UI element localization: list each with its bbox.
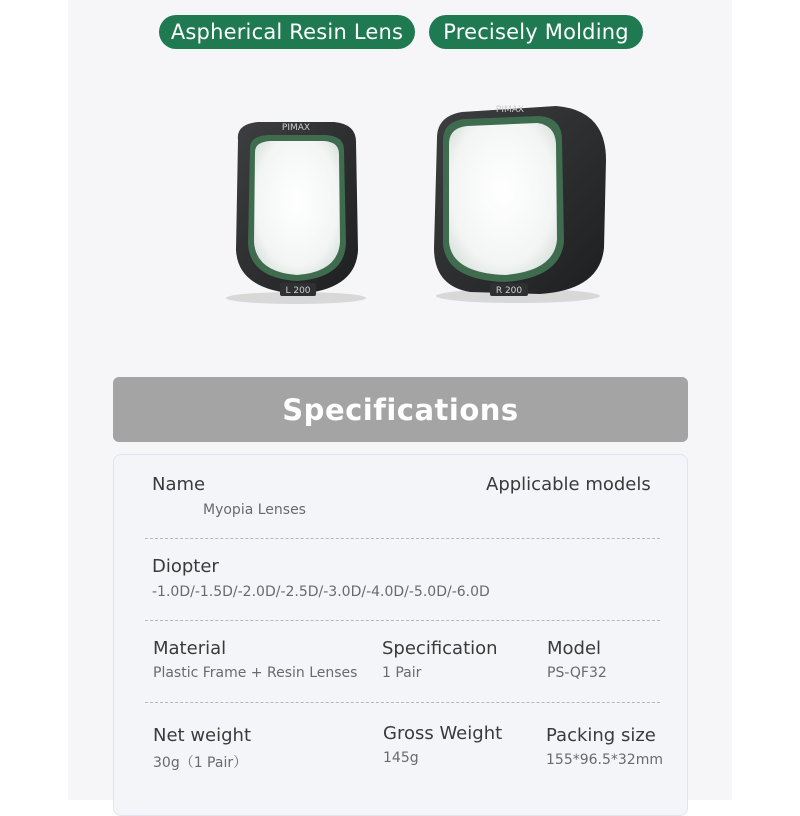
lens-product-image <box>0 80 800 320</box>
material-label: Material <box>153 638 227 659</box>
badge-aspherical-resin-lens: Aspherical Resin Lens <box>159 15 415 49</box>
gross-weight-value: 145g <box>383 750 419 766</box>
packing-size-label: Packing size <box>546 725 656 746</box>
specification-label: Specification <box>382 638 498 659</box>
divider-3 <box>145 702 660 703</box>
specifications-header: Specifications <box>113 377 688 442</box>
diopter-value: -1.0D/-1.5D/-2.0D/-2.5D/-3.0D/-4.0D/-5.0D/-6.0D <box>152 584 490 600</box>
gross-weight-label: Gross Weight <box>383 723 503 744</box>
right-lens-brand-mark: PIMAX <box>495 105 525 115</box>
net-weight-value: 30g（1 Pair） <box>153 755 248 771</box>
packing-size-value: 155*96.5*32mm <box>546 752 663 768</box>
left-lens-brand-mark: PIMAX <box>281 123 311 133</box>
model-label: Model <box>547 638 602 659</box>
diopter-label: Diopter <box>152 556 219 577</box>
divider-1 <box>145 538 660 539</box>
model-value: PS-QF32 <box>547 665 607 681</box>
divider-2 <box>145 620 660 621</box>
right-lens-marking: R 200 <box>495 286 523 296</box>
left-lens <box>226 122 366 304</box>
right-lens <box>434 105 606 303</box>
specification-value: 1 Pair <box>382 665 422 681</box>
left-lens-marking: L 200 <box>285 286 311 296</box>
applicable-models-label: Applicable models <box>486 474 651 495</box>
material-value: Plastic Frame + Resin Lenses <box>153 665 358 681</box>
name-label: Name <box>152 474 206 495</box>
badge-precisely-molding: Precisely Molding <box>429 15 643 49</box>
name-value: Myopia Lenses <box>203 502 306 518</box>
net-weight-label: Net weight <box>153 725 252 746</box>
